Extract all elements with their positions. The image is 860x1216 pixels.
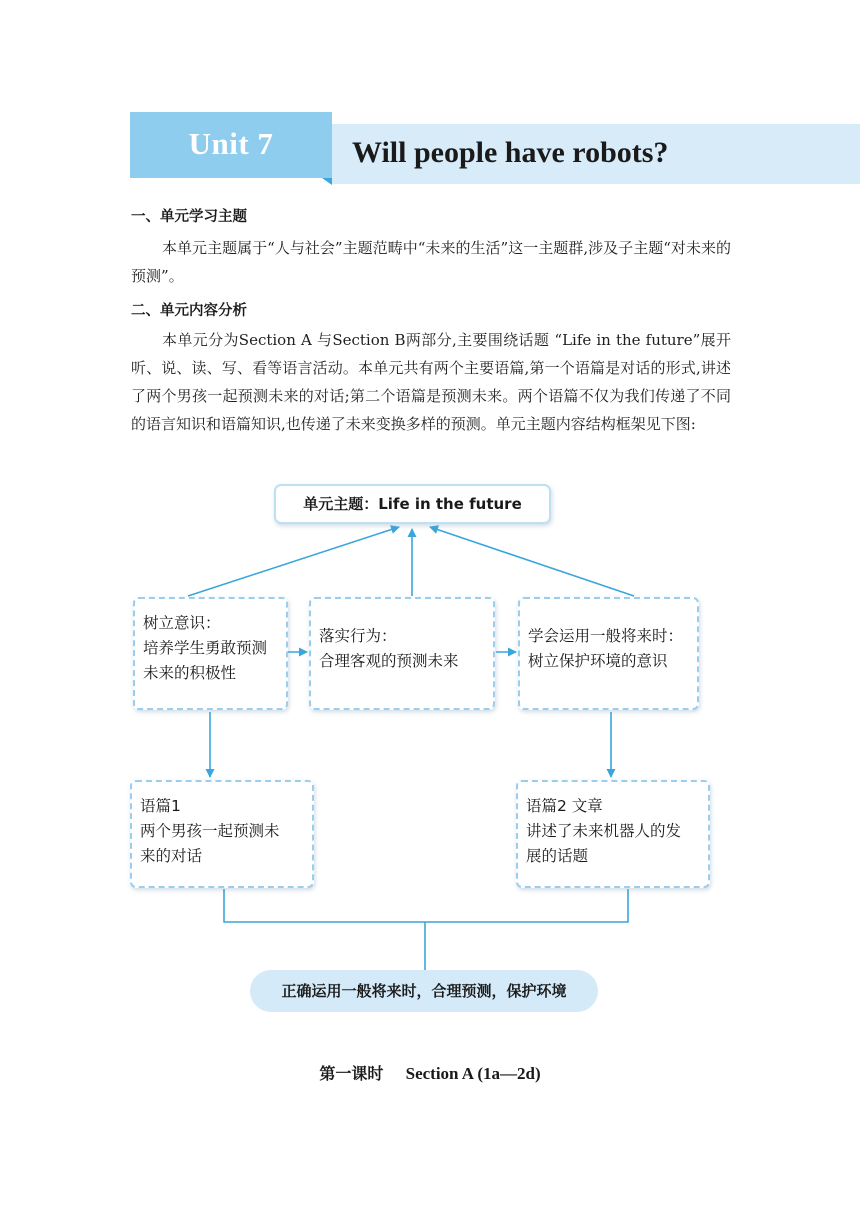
awareness-line-1: 树立意识： <box>143 614 221 632</box>
text1-line-2: 两个男孩一起预测未 <box>140 822 280 840</box>
unit-theme-box: 单元主题：Life in the future <box>274 484 551 524</box>
section2-heading: 二、单元内容分析 <box>131 303 247 319</box>
arrow-right-to-top <box>430 527 634 596</box>
text1-line-3: 来的对话 <box>140 847 203 865</box>
unit-label: Unit 7 <box>188 126 274 161</box>
skill-box <box>518 597 699 710</box>
action-box <box>309 597 495 710</box>
arrow-left-to-top <box>188 527 399 596</box>
text1-line-1: 语篇1 <box>140 797 181 815</box>
text2-box <box>516 780 710 888</box>
skill-line-1: 学会运用一般将来时： <box>528 627 684 645</box>
skill-line-2: 树立保护环境的意识 <box>528 652 668 670</box>
text2-line-2: 讲述了未来机器人的发 <box>526 822 682 840</box>
section1-paragraph: 本单元主题属于“人与社会”主题范畴中“未来的生活”这一主题群,涉及子主题“对未来的预测”。 <box>131 239 731 285</box>
lesson-heading <box>0 1061 860 1084</box>
awareness-line-3: 未来的积极性 <box>143 664 237 682</box>
section2-paragraph: 本单元分为Section A 与Section B两部分,主要围绕话题 “Life in the future”展开听、说、读、写、看等语言活动。本单元共有两个主要语篇,第一个语篇是对话的形式,讲述了两个男孩一起预测未来的对话;第二个语篇是预测未来。两个语篇不仅为我们传递了不同的语言知识和语篇知识,也传递了未来变换多样的预测。单元主题内容结构框架见下图: <box>131 331 731 433</box>
section1-heading: 一、单元学习主题 <box>131 209 247 225</box>
bracket-connector <box>224 889 628 922</box>
lesson-heading-zh: 第一课时 <box>319 1064 384 1083</box>
action-line-1: 落实行为： <box>319 627 397 645</box>
action-line-2: 合理客观的预测未来 <box>319 652 459 670</box>
text2-line-3: 展的话题 <box>526 847 589 865</box>
unit-title: Will people have robots? <box>352 136 669 169</box>
awareness-box <box>133 597 288 710</box>
text1-box <box>130 780 314 888</box>
awareness-line-2: 培养学生勇敢预测 <box>143 639 268 657</box>
lesson-heading-en: Section A (1a—2d) <box>405 1064 541 1083</box>
text2-line-1: 语篇2 文章 <box>526 797 603 815</box>
summary-box: 正确运用一般将来时，合理预测，保护环境 <box>250 970 598 1012</box>
